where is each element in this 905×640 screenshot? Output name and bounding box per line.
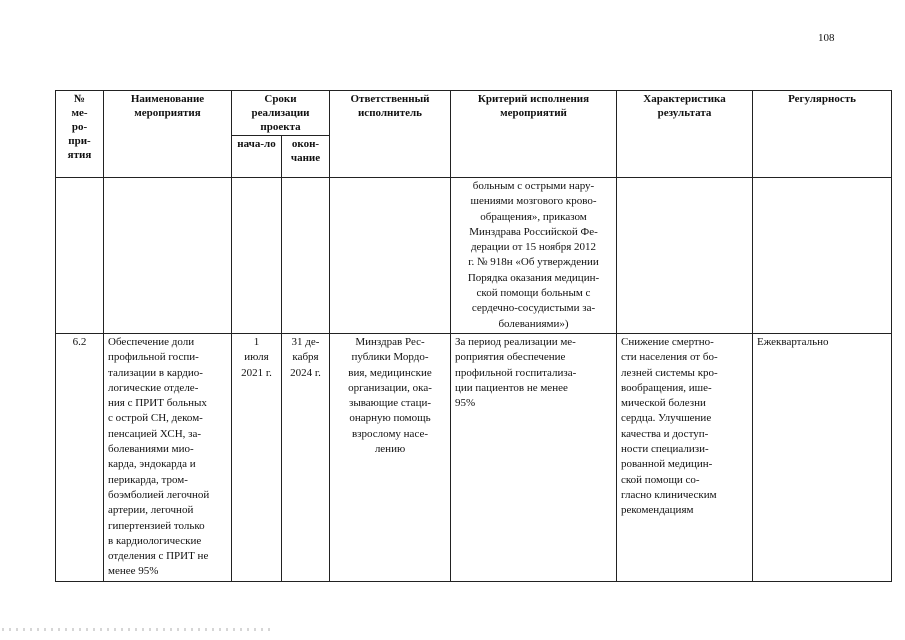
cell-empty	[282, 178, 330, 334]
cell-empty	[104, 178, 232, 334]
table-row-6-2	[56, 333, 892, 581]
header-activity-name: Наименование мероприятия	[104, 91, 232, 178]
cell-empty	[232, 178, 282, 334]
header-start: нача-ло	[232, 136, 282, 178]
cell-empty	[617, 178, 753, 334]
header-regularity: Регулярность	[753, 91, 892, 178]
cell-regularity: Ежеквартально	[753, 333, 892, 581]
cell-criterion-continued: больным с острыми нару- шениями мозгового крово- обращения», приказом Минздрава Российской Фе- дерации от 15 ноября 2012 г. № 918н «Об утверждении Порядка оказания медицин- ской помощи больным с сердечно-сосудистыми за- болеваниями»)	[451, 178, 617, 334]
activity-plan-table	[55, 90, 892, 582]
cell-empty	[56, 178, 104, 334]
header-end: окон-чание	[282, 136, 330, 178]
cell-end-date: 31 де- кабря 2024 г.	[282, 333, 330, 581]
header-activity-number: № ме- ро- при- ятия	[56, 91, 104, 178]
cell-activity-number: 6.2	[56, 333, 104, 581]
header-row	[56, 91, 892, 136]
header-result-characteristic: Характеристика результата	[617, 91, 753, 178]
cell-empty	[753, 178, 892, 334]
page-number: 108	[818, 32, 835, 44]
cell-executor: Минздрав Рес- публики Мордо- вия, медицинские организации, ока- зывающие стаци- онарную помощь взрослому насе- лению	[330, 333, 451, 581]
cell-result-characteristic: Снижение смертно- сти населения от бо- лезней системы кро- вообращения, ише- мической болезни сердца. Улучшение качества и доступ- ности специализи- рованной медицин- ской помощи со- гласно клиническим рекомендациям	[617, 333, 753, 581]
cell-criterion: За период реализации ме- роприятия обеспечение профильной госпитализа- ции пациентов не менее 95%	[451, 333, 617, 581]
header-executor: Ответственный исполнитель	[330, 91, 451, 178]
table-row-continued	[56, 178, 892, 334]
scan-artifact-divider	[2, 628, 272, 631]
header-criterion: Критерий исполнения мероприятий	[451, 91, 617, 178]
cell-empty	[330, 178, 451, 334]
header-implementation-terms: Сроки реализации проекта	[232, 91, 330, 136]
cell-start-date: 1 июля 2021 г.	[232, 333, 282, 581]
cell-activity-name: Обеспечение доли профильной госпи- тализации в кардио- логические отделе- ния с ПРИТ больных с острой СН, деком- пенсацией ХСН, за- болеваниями мио- карда, эндокарда и перикарда, тром- боэмболией легочной артерии, легочной гипертензией только в кардиологические отделения с ПРИТ не менее 95%	[104, 333, 232, 581]
